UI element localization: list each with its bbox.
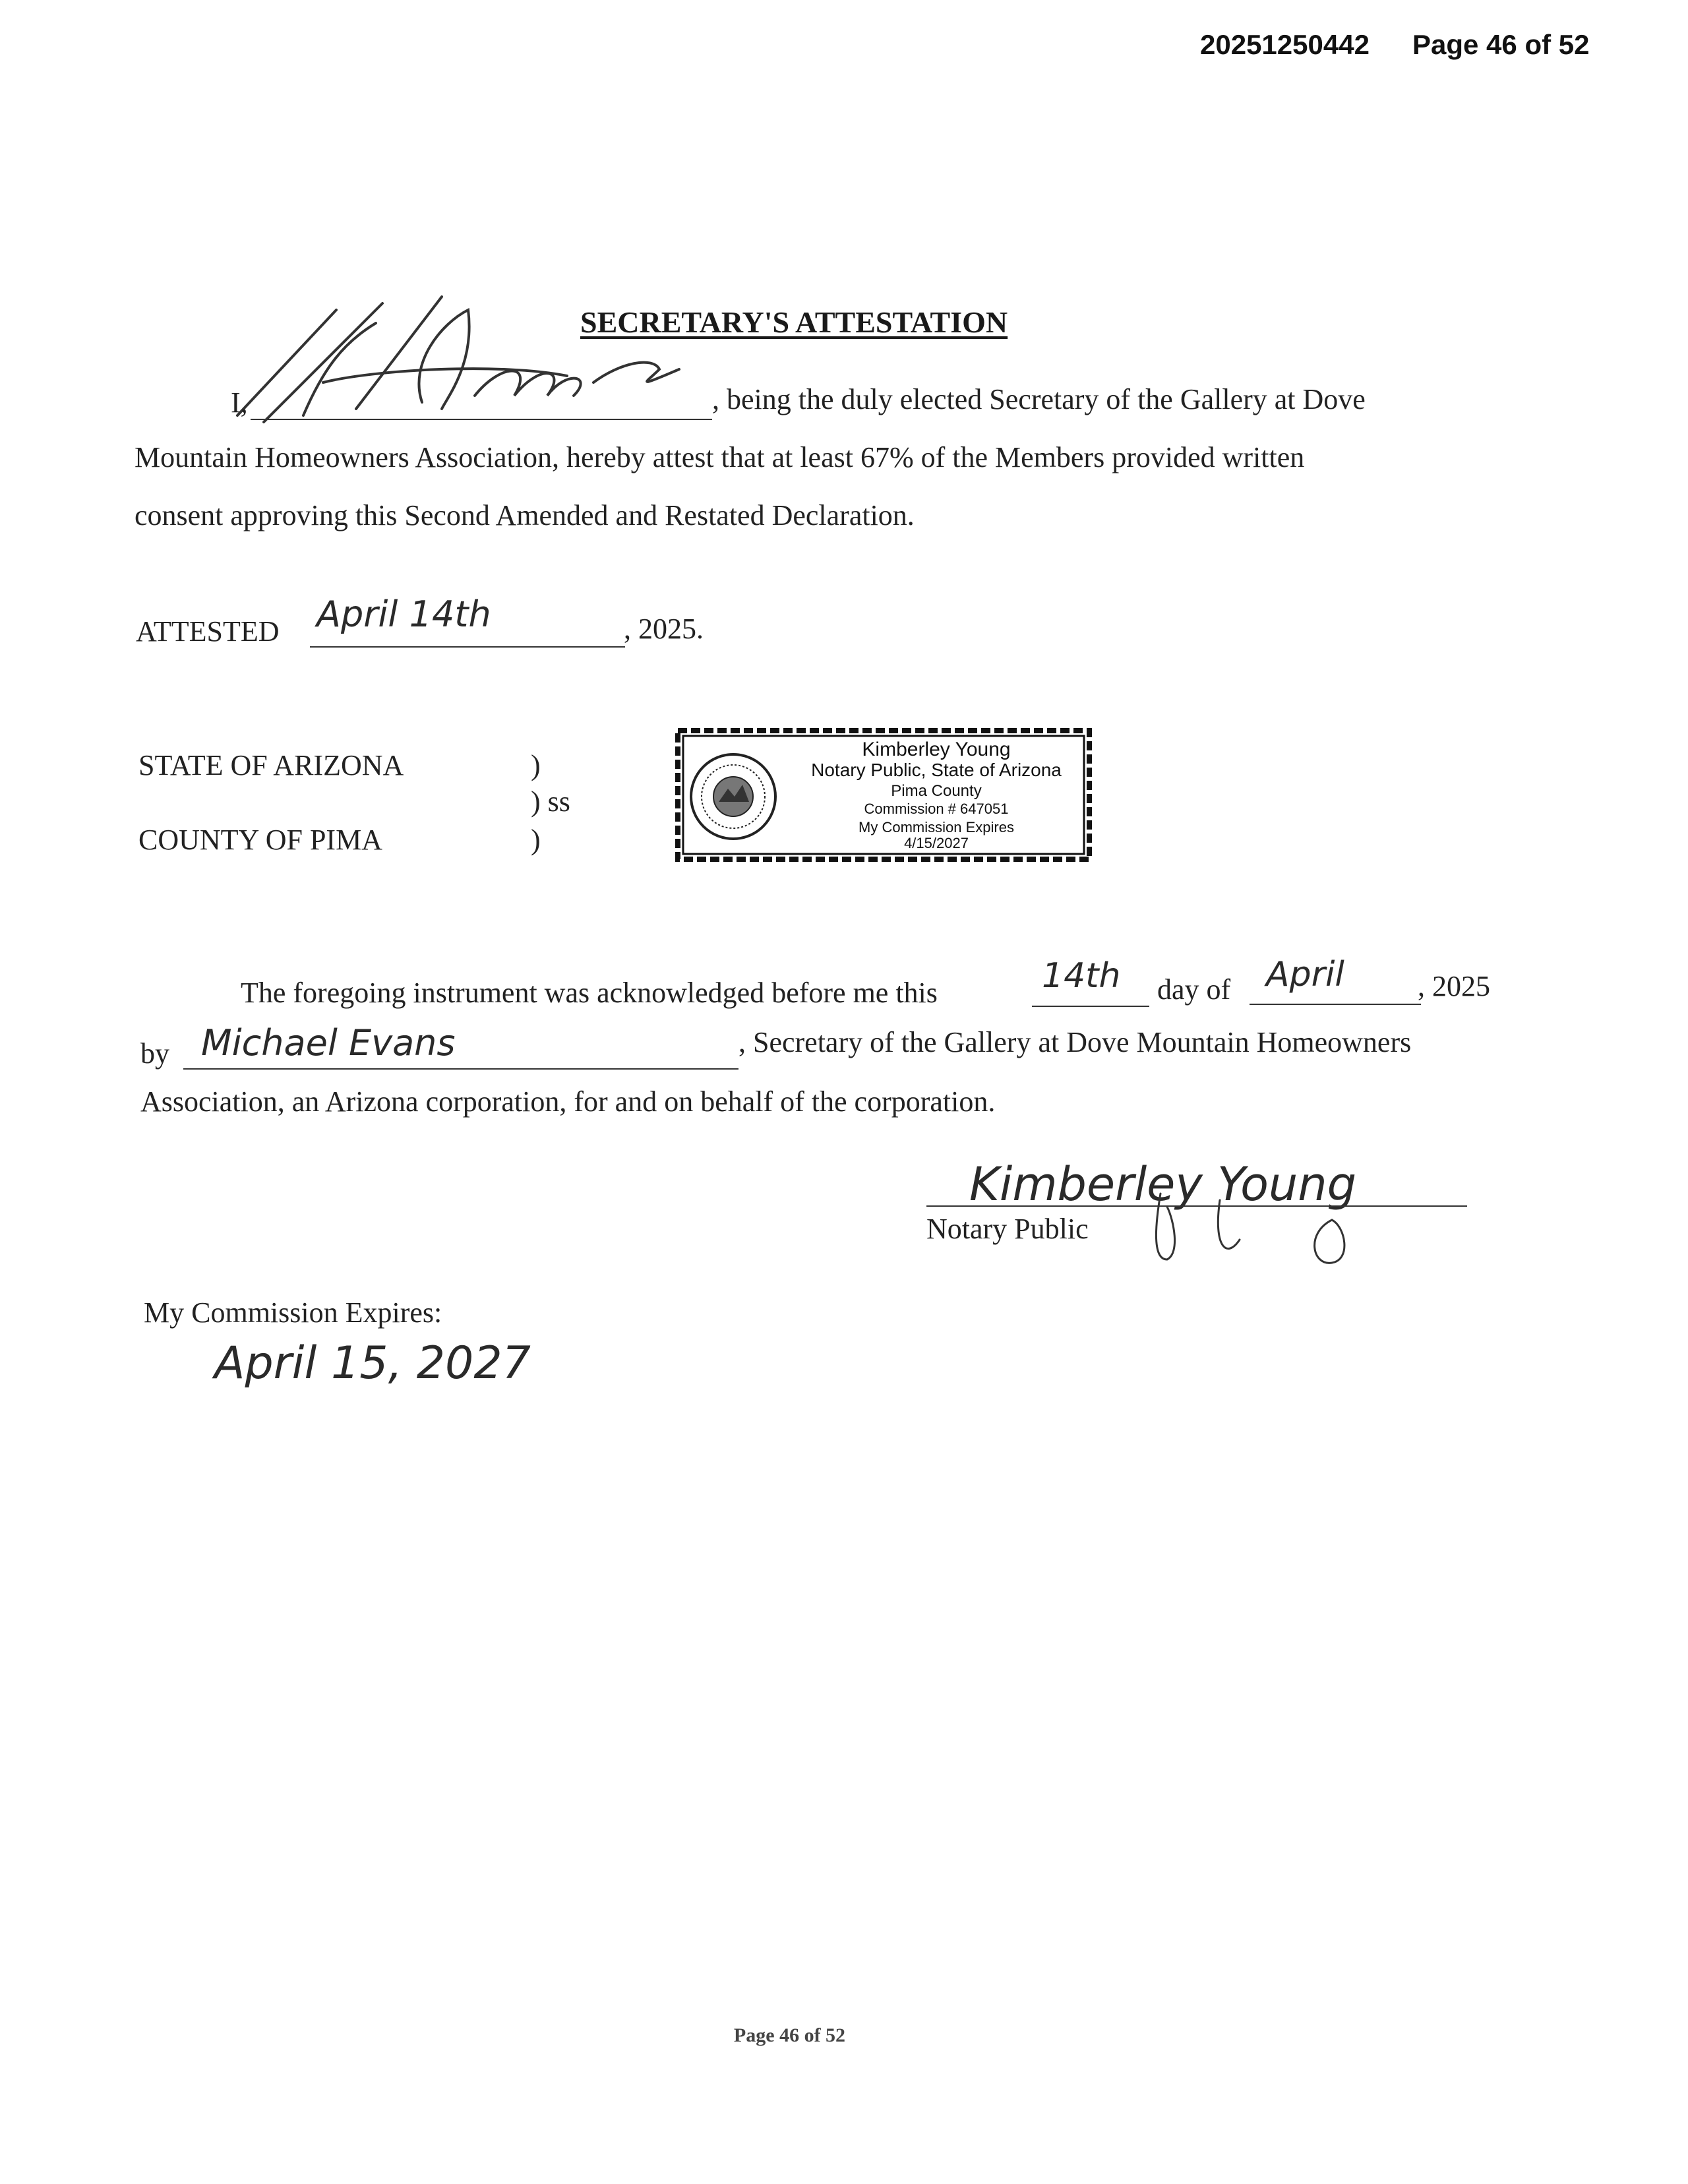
page-title: SECRETARY'S ATTESTATION <box>580 305 1008 339</box>
ack-day-handwritten: 14th <box>1042 956 1121 996</box>
stamp-expires-label: My Commission Expires <box>859 819 1014 835</box>
ack-day-of: day of <box>1157 973 1231 1006</box>
ack-year: , 2025 <box>1418 970 1490 1002</box>
ack-by: by <box>140 1037 169 1070</box>
attestation-line2: Mountain Homeowners Association, hereby attest that at least 67% of the Members provided written <box>135 441 1305 473</box>
notary-stamp <box>673 724 1095 866</box>
stamp-county: Pima County <box>891 782 982 800</box>
attested-date-handwritten: April 14th <box>316 593 491 635</box>
attested-label: ATTESTED <box>136 615 280 648</box>
attestation-lead: I, <box>231 386 248 419</box>
ack-name-line <box>183 1068 738 1070</box>
attested-year: , 2025. <box>624 613 704 645</box>
stamp-commission: Commission # 647051 <box>864 801 1009 817</box>
notary-signature-line <box>926 1205 1467 1207</box>
document-number: 20251250442 <box>1200 29 1370 60</box>
venue-ss: ) ss <box>531 785 570 818</box>
stamp-title: Notary Public, State of Arizona <box>811 760 1062 780</box>
page-indicator: Page 46 of 52 <box>1412 29 1590 60</box>
ack-name-handwritten: Michael Evans <box>201 1022 456 1064</box>
notary-signature-flourish <box>1147 1180 1385 1273</box>
attestation-line3: consent approving this Second Amended and Restated Declaration. <box>135 499 915 531</box>
acknowledgment-line1: The foregoing instrument was acknowledged before me this <box>241 977 938 1009</box>
notary-signature-handwritten: Kimberley Young <box>969 1157 1357 1211</box>
venue-county: COUNTY OF PIMA <box>138 824 382 856</box>
venue-state: STATE OF ARIZONA <box>138 749 404 781</box>
stamp-expires-date: 4/15/2027 <box>904 835 969 851</box>
ack-month-line <box>1250 1004 1421 1005</box>
ack-month-handwritten: April <box>1266 955 1344 994</box>
commission-expires-label: My Commission Expires: <box>144 1296 442 1329</box>
state-seal-icon <box>687 750 779 843</box>
notary-public-label: Notary Public <box>926 1213 1089 1245</box>
ack-day-line <box>1032 1006 1149 1007</box>
commission-expires-handwritten: April 15, 2027 <box>214 1337 531 1389</box>
attestation-line1: , being the duly elected Secretary of the Gallery at Dove <box>712 383 1366 415</box>
venue-paren-bottom: ) <box>531 824 541 856</box>
page-footer: Page 46 of 52 <box>733 2024 846 2046</box>
ack-line2: , Secretary of the Gallery at Dove Mountain Homeowners <box>738 1026 1412 1058</box>
venue-paren-top: ) <box>531 749 541 781</box>
stamp-name: Kimberley Young <box>862 739 1011 760</box>
secretary-name-line <box>251 419 712 420</box>
ack-line3: Association, an Arizona corporation, for and on behalf of the corporation. <box>140 1085 996 1118</box>
attested-date-line <box>310 646 625 648</box>
